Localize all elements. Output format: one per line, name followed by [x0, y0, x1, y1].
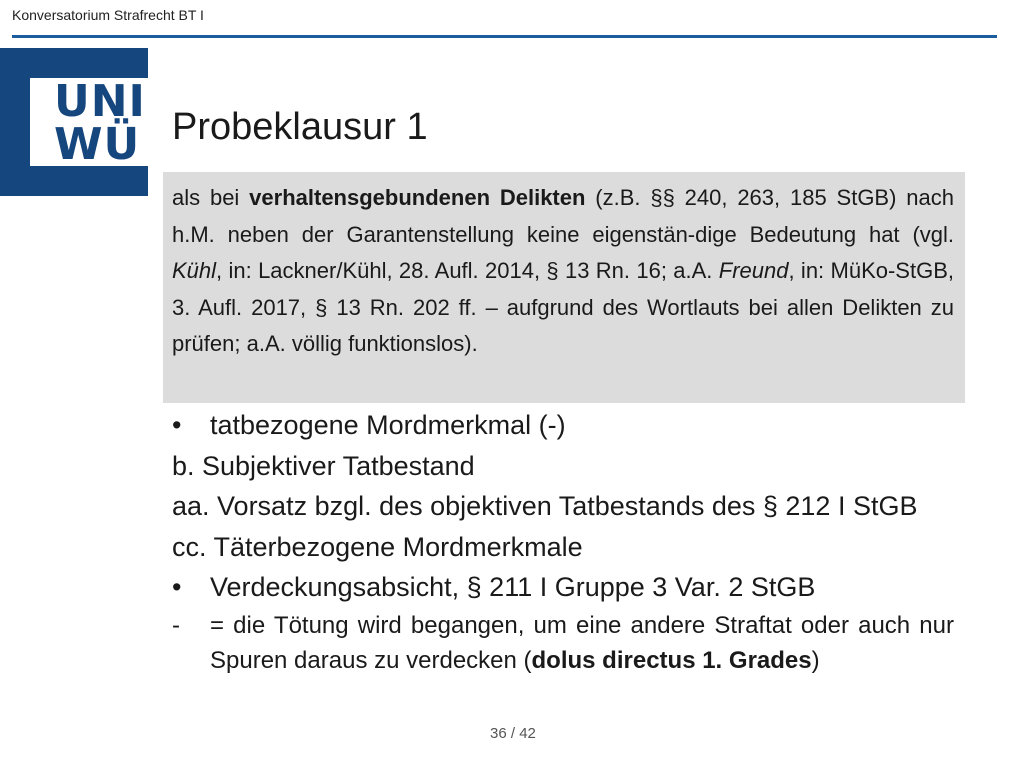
- quote-text-part: als bei: [172, 185, 250, 210]
- logo-line-2: WÜ: [54, 119, 141, 170]
- dash-text-part: = die Tötung wird begangen, um eine andere Straftat oder auch nur Spuren daraus zu verdecken (: [210, 611, 954, 674]
- slide-title: Probeklausur 1: [172, 106, 428, 148]
- quote-text-part: , in: MüKo-StGB, 3. Aufl. 2017, § 13 Rn. 202 ff. – aufgrund des Wortlauts bei allen Delikten zu prüfen; a.A. völlig funktionslos).: [172, 258, 954, 356]
- dash-text: [210, 608, 954, 678]
- outline-heading-b: b. Subjektiver Tatbestand: [172, 450, 475, 481]
- quote-text-part: , in: Lackner/Kühl, 28. Aufl. 2014, § 13 Rn. 16; a.A.: [216, 258, 719, 283]
- logo-line-1: UNI: [54, 76, 146, 127]
- outline-heading-cc: cc. Täterbezogene Mordmerkmale: [172, 531, 583, 562]
- page-separator: /: [506, 725, 520, 742]
- university-logo: [0, 48, 148, 196]
- bullet-item: [172, 567, 954, 608]
- dash-text-part: ): [811, 646, 820, 674]
- bullet-marker: •: [172, 410, 182, 440]
- bullet-marker: •: [172, 572, 182, 602]
- quote-text-author: Freund: [718, 258, 789, 283]
- outline-heading-aa: aa. Vorsatz bzgl. des objektiven Tatbestands des § 212 I StGB: [172, 491, 918, 521]
- bullet-text: tatbezogene Mordmerkmal (-): [210, 410, 566, 440]
- dash-text-bold: dolus directus 1. Grades: [531, 646, 812, 674]
- bullet-item: [172, 405, 954, 446]
- quote-text-bold: verhaltensgebundenen Delikten: [249, 185, 586, 210]
- quote-text: [172, 180, 954, 363]
- quote-text-part: (z.B. §§ 240, 263, 185 StGB) nach h.M. neben der Garantenstellung keine eigenstän-dige Bedeutung hat (vgl.: [172, 185, 954, 247]
- bullet-text: Verdeckungsabsicht, § 211 I Gruppe 3 Var. 2 StGB: [210, 572, 816, 602]
- page-number: [490, 725, 536, 742]
- slide-content: [172, 405, 954, 678]
- quote-box: [163, 172, 965, 403]
- header-rule: [12, 35, 997, 38]
- page-current: 36: [490, 725, 507, 742]
- header-title: Konversatorium Strafrecht BT I: [12, 7, 204, 23]
- quote-text-author: Kühl: [172, 258, 217, 283]
- dash-item: [172, 608, 954, 678]
- page-total: 42: [519, 725, 536, 742]
- dash-marker: -: [172, 611, 180, 639]
